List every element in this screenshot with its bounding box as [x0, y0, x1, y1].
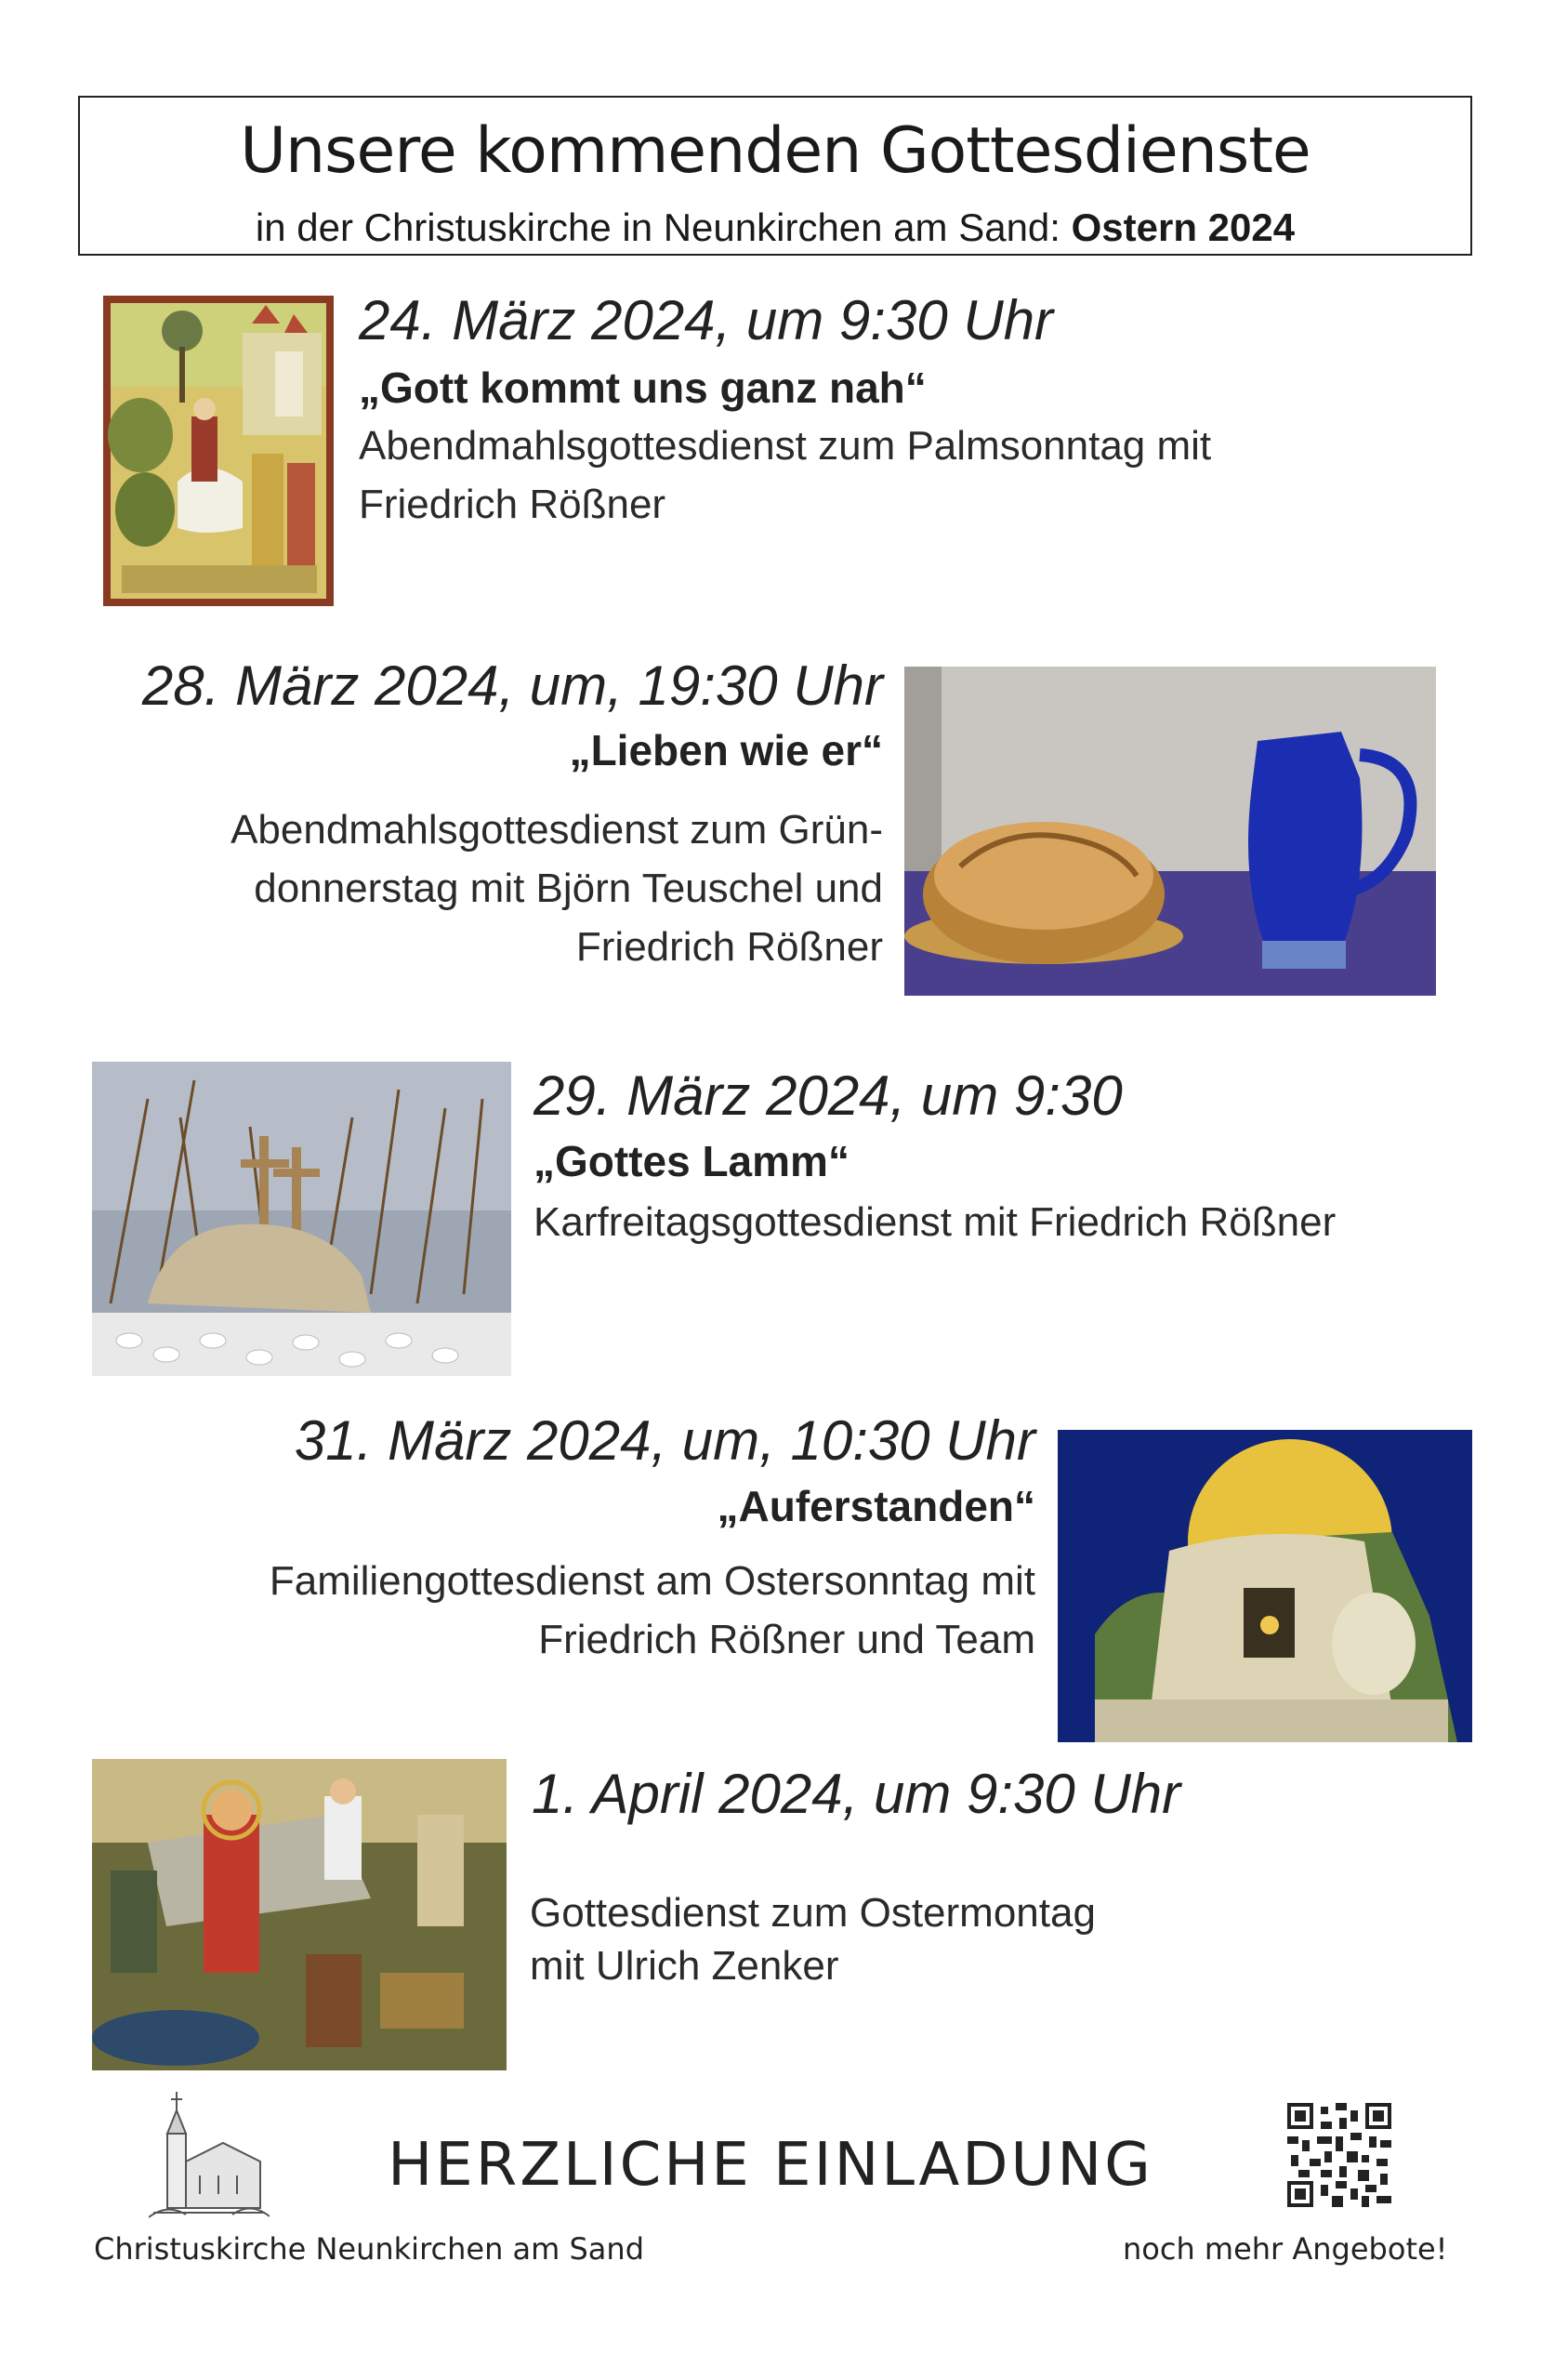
service-4-desc-line-1: Familiengottesdienst am Ostersonntag mit: [269, 1558, 1035, 1604]
service-1-date: 24. März 2024, um 9:30 Uhr: [359, 289, 1054, 351]
service-4-date: 31. März 2024, um, 10:30 Uhr: [294, 1409, 1035, 1472]
service-4-desc-line-2: Friedrich Rößner und Team: [538, 1617, 1035, 1662]
page-subtitle: [80, 205, 1470, 250]
service-3-desc-line-1: Karfreitagsgottesdienst mit Friedrich Rößner: [533, 1199, 1337, 1245]
bread-and-jug-image: [904, 667, 1436, 996]
good-friday-cross-image: [92, 1062, 511, 1376]
service-2-desc-line-1: Abendmahlsgottesdienst zum Grün-: [230, 807, 883, 853]
service-3-date: 29. März 2024, um 9:30: [533, 1064, 1123, 1127]
page-title: Unsere kommenden Gottesdienste: [240, 114, 1311, 188]
service-2-theme: „Lieben wie er“: [569, 726, 883, 774]
service-1-desc-line-2: Friedrich Rößner: [359, 482, 666, 527]
header-box: [78, 96, 1472, 256]
service-3-theme: „Gottes Lamm“: [533, 1137, 850, 1185]
invitation-heading: HERZLICHE EINLADUNG: [388, 2131, 1153, 2200]
qr-code-icon[interactable]: [1287, 2103, 1391, 2207]
subtitle-text: in der Christuskirche in Neunkirchen am Sand:: [255, 205, 1072, 249]
empty-tomb-image: [1058, 1430, 1472, 1742]
service-1-desc-line-1: Abendmahlsgottesdienst zum Palmsonntag mit: [359, 423, 1212, 469]
service-2-date: 28. März 2024, um, 19:30 Uhr: [141, 654, 883, 717]
service-4-theme: „Auferstanden“: [717, 1482, 1035, 1530]
church-caption: Christuskirche Neunkirchen am Sand: [94, 2231, 644, 2267]
service-5-date: 1. April 2024, um 9:30 Uhr: [532, 1763, 1181, 1825]
service-2-desc-line-3: Friedrich Rößner: [575, 924, 883, 970]
service-1-theme: „Gott kommt uns ganz nah“: [359, 364, 927, 412]
service-5-desc-line-1: Gottesdienst zum Ostermontag: [530, 1890, 1096, 1936]
resurrection-painting-image: [92, 1759, 507, 2070]
palm-sunday-icon-image: [103, 296, 334, 606]
service-2-desc-line-2: donnerstag mit Björn Teuschel und: [254, 866, 883, 911]
subtitle-highlight: Ostern 2024: [1071, 205, 1296, 249]
service-5-desc-line-2: mit Ulrich Zenker: [530, 1943, 839, 1989]
more-offers-caption: noch mehr Angebote!: [1123, 2231, 1448, 2267]
